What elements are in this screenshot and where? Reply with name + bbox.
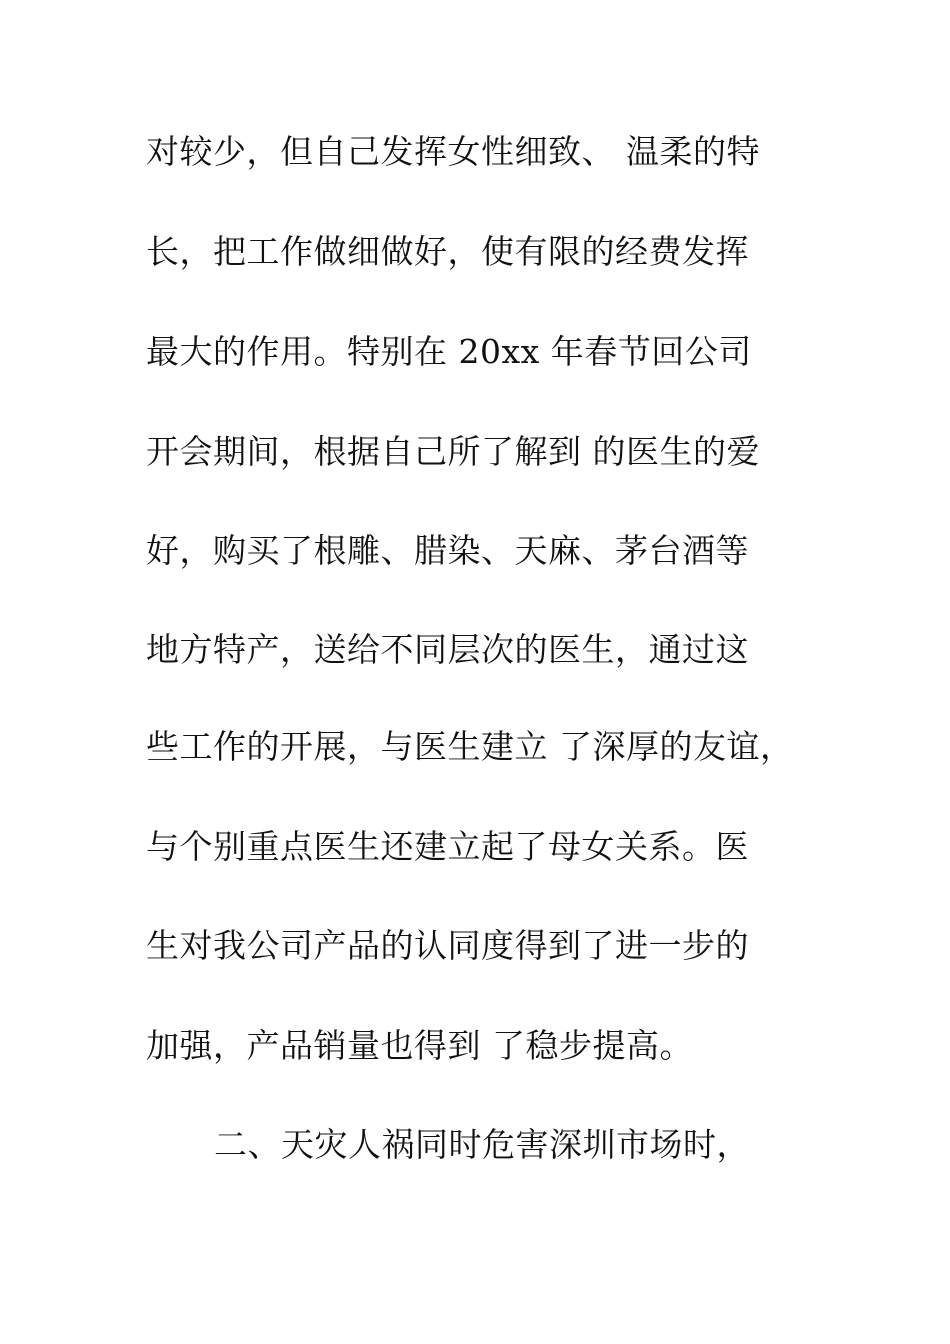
paragraph-line: 与个别重点医生还建立起了母女关系。医 bbox=[146, 827, 749, 866]
paragraph-line: 对较少，但自己发挥女性细致、 温柔的特 bbox=[146, 132, 760, 171]
section-heading-line: 二、天灾人祸同时危害深圳市场时， bbox=[214, 1125, 750, 1164]
paragraph-line: 最大的作用。特别在 20xx 年春节回公司 bbox=[146, 332, 752, 371]
paragraph-line: 好，购买了根雕、腊染、天麻、茅台酒等 bbox=[146, 531, 749, 570]
paragraph-line: 些工作的开展，与医生建立 了深厚的友谊， bbox=[146, 727, 794, 766]
paragraph-line: 地方特产，送给不同层次的医生，通过这 bbox=[146, 630, 749, 669]
paragraph-line: 生对我公司产品的认同度得到了进一步的 bbox=[146, 926, 749, 965]
paragraph-line: 开会期间，根据自己所了解到 的医生的爱 bbox=[146, 432, 760, 471]
paragraph-line: 加强，产品销量也得到 了稳步提高。 bbox=[146, 1026, 693, 1065]
paragraph-line: 长，把工作做细做好，使有限的经费发挥 bbox=[146, 232, 749, 271]
